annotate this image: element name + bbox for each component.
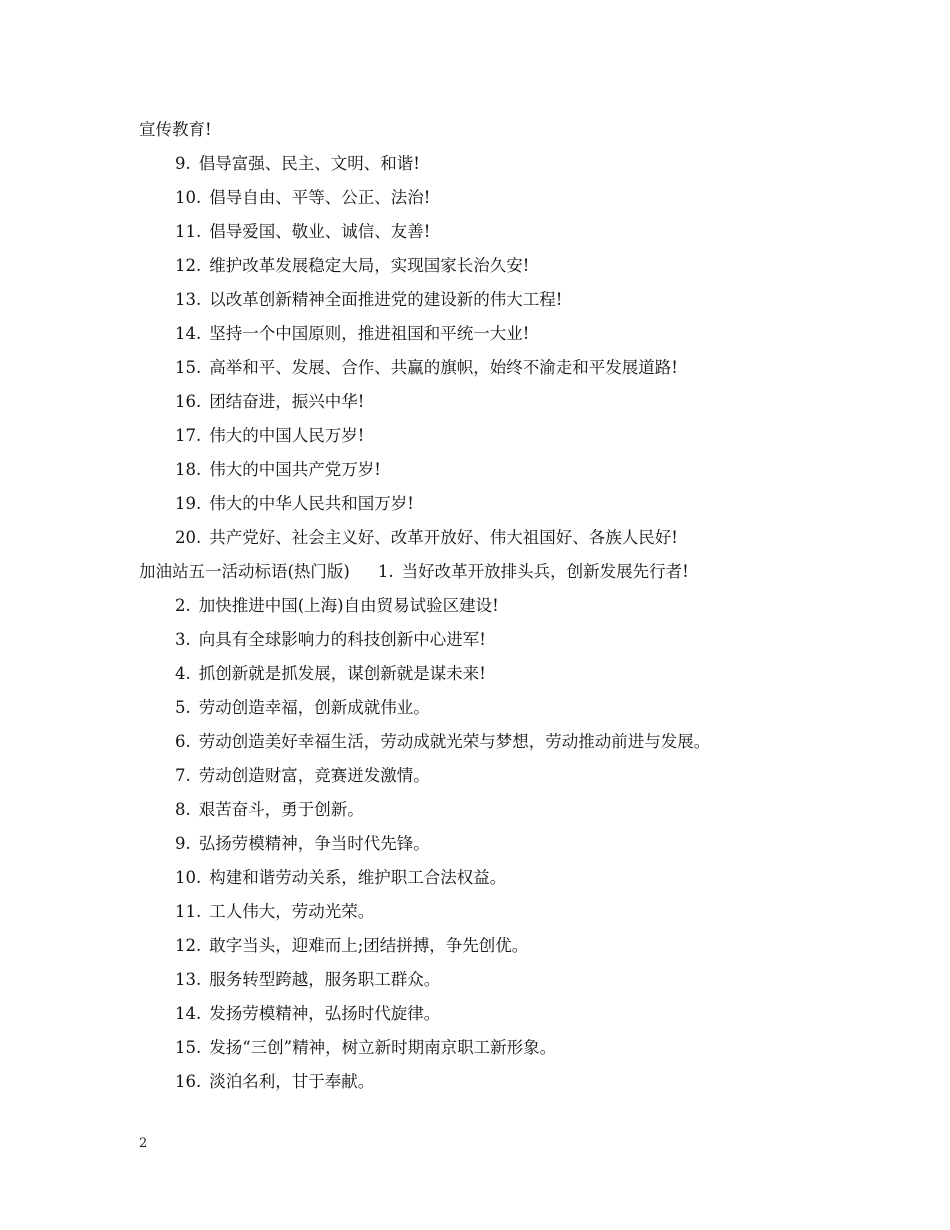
- item-number: 16.: [175, 1072, 202, 1091]
- list-item: [139, 491, 819, 525]
- list-item: [139, 321, 819, 355]
- page-number: 2: [139, 1136, 148, 1151]
- item-text: 劳动创造幸福，创新成就伟业。: [198, 698, 430, 717]
- item-number: 18.: [175, 460, 202, 479]
- item-number: 14.: [175, 324, 202, 343]
- intro-tail: 宣传教育!: [139, 120, 212, 139]
- item-number: 8.: [175, 800, 191, 819]
- item-text: 维护改革发展稳定大局，实现国家长治久安!: [209, 256, 530, 275]
- item-number: 14.: [175, 1004, 202, 1023]
- item-number: 19.: [175, 494, 202, 513]
- item-number: 13.: [175, 290, 202, 309]
- item-text: 以改革创新精神全面推进党的建设新的伟大工程!: [209, 290, 563, 309]
- item-text: 劳动创造美好幸福生活，劳动成就光荣与梦想，劳动推动前进与发展。: [198, 732, 711, 751]
- list-item: [139, 627, 819, 661]
- list-item: [139, 865, 819, 899]
- item-number: 15.: [175, 1038, 202, 1057]
- item-number: 5.: [175, 698, 191, 717]
- list-item: [139, 899, 819, 933]
- list-item: [139, 967, 819, 1001]
- item-number: 11.: [175, 902, 202, 921]
- item-text: 工人伟大，劳动光荣。: [209, 902, 375, 921]
- item-text: 发扬劳模精神，弘扬时代旋律。: [209, 1004, 441, 1023]
- list-item: [139, 1001, 819, 1035]
- item-text: 抓创新就是抓发展，谋创新就是谋未来!: [198, 664, 486, 683]
- list-item: [139, 797, 819, 831]
- item-number: 1.: [377, 562, 394, 581]
- item-text: 淡泊名利，甘于奉献。: [209, 1072, 375, 1091]
- item-number: 7.: [175, 766, 191, 785]
- item-number: 3.: [175, 630, 191, 649]
- item-number: 6.: [175, 732, 191, 751]
- item-number: 9.: [175, 154, 191, 173]
- list-item: [139, 287, 819, 321]
- item-text: 向具有全球影响力的科技创新中心进军!: [198, 630, 486, 649]
- item-text: 伟大的中国人民万岁!: [209, 426, 365, 445]
- list-item: [139, 457, 819, 491]
- item-number: 10.: [175, 188, 202, 207]
- list-item: [139, 185, 819, 219]
- item-text: 伟大的中华人民共和国万岁!: [209, 494, 414, 513]
- item-text: 坚持一个中国原则，推进祖国和平统一大业!: [209, 324, 530, 343]
- item-text: 加快推进中国(上海)自由贸易试验区建设!: [198, 596, 499, 615]
- item-number: 15.: [175, 358, 202, 377]
- item-text: 服务转型跨越，服务职工群众。: [209, 970, 441, 989]
- list-item: [139, 389, 819, 423]
- item-text: 艰苦奋斗，勇于创新。: [198, 800, 364, 819]
- item-number: 2.: [175, 596, 191, 615]
- item-text: 发扬“三创”精神，树立新时期南京职工新形象。: [209, 1038, 557, 1057]
- item-number: 16.: [175, 392, 202, 411]
- item-number: 12.: [175, 936, 202, 955]
- item-number: 10.: [175, 868, 202, 887]
- list-item: [139, 355, 819, 389]
- document-body: [139, 117, 819, 1103]
- list-item: [139, 933, 819, 967]
- item-text: 弘扬劳模精神，争当时代先锋。: [198, 834, 430, 853]
- section-title: 加油站五一活动标语(热门版): [139, 562, 350, 581]
- list-item: [139, 219, 819, 253]
- list-item: [139, 695, 819, 729]
- list-item: [139, 661, 819, 695]
- item-number: 12.: [175, 256, 202, 275]
- slogan-list-b: [139, 593, 819, 1103]
- list-item: [139, 831, 819, 865]
- item-number: 20.: [175, 528, 202, 547]
- slogan-list-a: [139, 151, 819, 559]
- item-number: 9.: [175, 834, 191, 853]
- list-item: [139, 151, 819, 185]
- item-number: 17.: [175, 426, 202, 445]
- list-item: [139, 1069, 819, 1103]
- item-number: 11.: [175, 222, 202, 241]
- item-text: 倡导爱国、敬业、诚信、友善!: [209, 222, 431, 241]
- item-text: 团结奋进，振兴中华!: [209, 392, 365, 411]
- section-heading-line: [139, 559, 819, 593]
- item-text: 共产党好、社会主义好、改革开放好、伟大祖国好、各族人民好!: [209, 528, 678, 547]
- list-item: [139, 525, 819, 559]
- item-number: 4.: [175, 664, 191, 683]
- item-text: 当好改革开放排头兵，创新发展先行者!: [401, 562, 689, 581]
- item-text: 伟大的中国共产党万岁!: [209, 460, 381, 479]
- item-text: 劳动创造财富，竞赛迸发激情。: [198, 766, 430, 785]
- list-item: [139, 253, 819, 287]
- list-item: [139, 423, 819, 457]
- item-text: 敢字当头，迎难而上;团结拼搏，争先创优。: [209, 936, 529, 955]
- list-item: [139, 763, 819, 797]
- list-item: [139, 729, 819, 763]
- item-text: 构建和谐劳动关系，维护职工合法权益。: [209, 868, 507, 887]
- list-item: [139, 593, 819, 627]
- item-text: 高举和平、发展、合作、共赢的旗帜，始终不渝走和平发展道路!: [209, 358, 678, 377]
- item-text: 倡导自由、平等、公正、法治!: [209, 188, 431, 207]
- list-item: [139, 1035, 819, 1069]
- item-number: 13.: [175, 970, 202, 989]
- item-text: 倡导富强、民主、文明、和谐!: [198, 154, 420, 173]
